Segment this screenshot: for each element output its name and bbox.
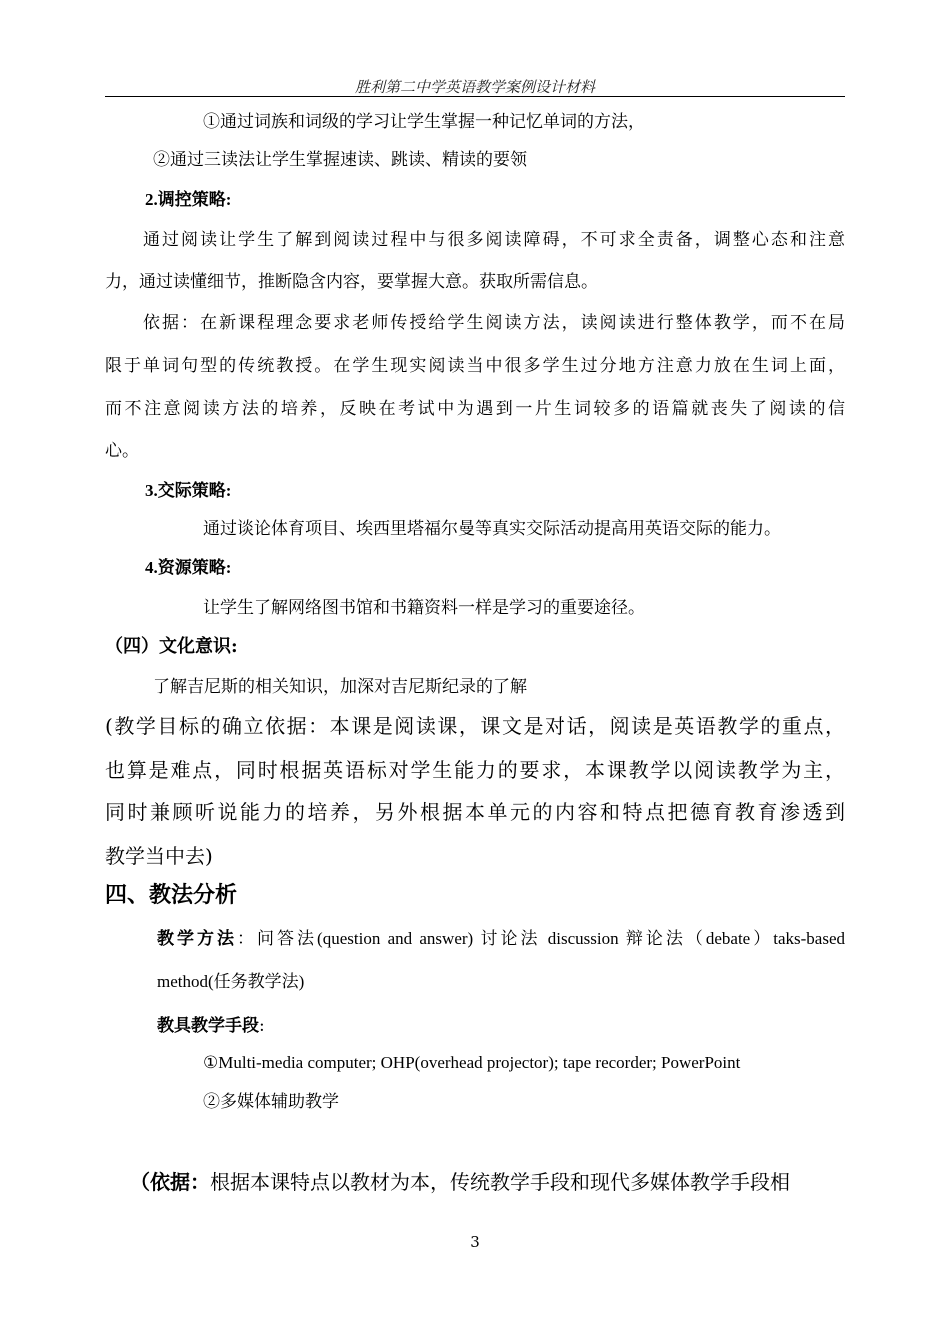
list-item: ①Multi-media computer; OHP(overhead projector); tape recorder; PowerPoint xyxy=(203,1053,741,1072)
paragraph-line: 而不注意阅读方法的培养，反映在考试中为遇到一片生词较多的语篇就丧失了阅读的信 xyxy=(105,399,845,419)
section-heading: 2.调控策略: xyxy=(145,190,232,209)
section-heading: （四）文化意识: xyxy=(105,636,238,657)
paragraph-line: ②通过三读法让学生掌握速读、跳读、精读的要领 xyxy=(153,150,527,170)
header-divider xyxy=(105,96,845,97)
list-item: ②多媒体辅助教学 xyxy=(203,1092,339,1112)
paragraph-line: 也算是难点，同时根据英语标对学生能力的要求，本课教学以阅读教学为主， xyxy=(105,758,845,782)
paragraph-line: 通过谈论体育项目、埃西里塔福尔曼等真实交际活动提高用英语交际的能力。 xyxy=(203,519,781,539)
basis-label: （依据： xyxy=(130,1170,210,1194)
paragraph-line: 通过阅读让学生了解到阅读过程中与很多阅读障碍，不可求全责备，调整心态和注意 xyxy=(143,230,845,250)
paragraph-line: 让学生了解网络图书馆和书籍资料一样是学习的重要途径。 xyxy=(203,598,645,618)
tools-line xyxy=(157,1014,265,1038)
paragraph-line: 依据：在新课程理念要求老师传授给学生阅读方法，读阅读进行整体教学，而不在局 xyxy=(143,313,845,333)
paragraph-line: 同时兼顾听说能力的培养，另外根据本单元的内容和特点把德育教育渗透到 xyxy=(105,800,845,824)
tools-label: 教具教学手段 xyxy=(157,1016,259,1036)
paragraph-line: 了解吉尼斯的相关知识，加深对吉尼斯纪录的了解 xyxy=(153,677,527,697)
paragraph-line: method(任务教学法) xyxy=(157,972,305,991)
page-number: 3 xyxy=(470,1233,480,1251)
paragraph-line: (教学目标的确立依据：本课是阅读课，课文是对话，阅读是英语教学的重点， xyxy=(105,714,845,738)
paragraph-line: 教学当中去) xyxy=(105,844,213,868)
page-header: 胜利第二中学英语教学案例设计材料 xyxy=(354,78,595,96)
paragraph-line: 力，通过读懂细节，推断隐含内容，要掌握大意。获取所需信息。 xyxy=(105,272,598,292)
method-text: ：问答法(question and answer) 讨论法 discussion 辩论法（debate）taks-based xyxy=(237,929,845,948)
method-label: 教学方法 xyxy=(157,929,238,949)
method-line xyxy=(157,927,845,951)
basis-text: 根据本课特点以教材为本，传统教学手段和现代多媒体教学手段相 xyxy=(210,1170,790,1194)
paragraph-line: ①通过词族和词级的学习让学生掌握一种记忆单词的方法， xyxy=(203,112,645,132)
section-heading: 4.资源策略: xyxy=(145,558,232,577)
basis-line xyxy=(130,1168,790,1196)
section-heading: 3.交际策略: xyxy=(145,481,232,500)
tools-colon: : xyxy=(259,1016,265,1036)
paragraph-line: 限于单词句型的传统教授。在学生现实阅读当中很多学生过分地方注意力放在生词上面， xyxy=(105,356,845,376)
chapter-heading: 四、教法分析 xyxy=(105,882,238,908)
paragraph-line: 心。 xyxy=(105,441,139,461)
